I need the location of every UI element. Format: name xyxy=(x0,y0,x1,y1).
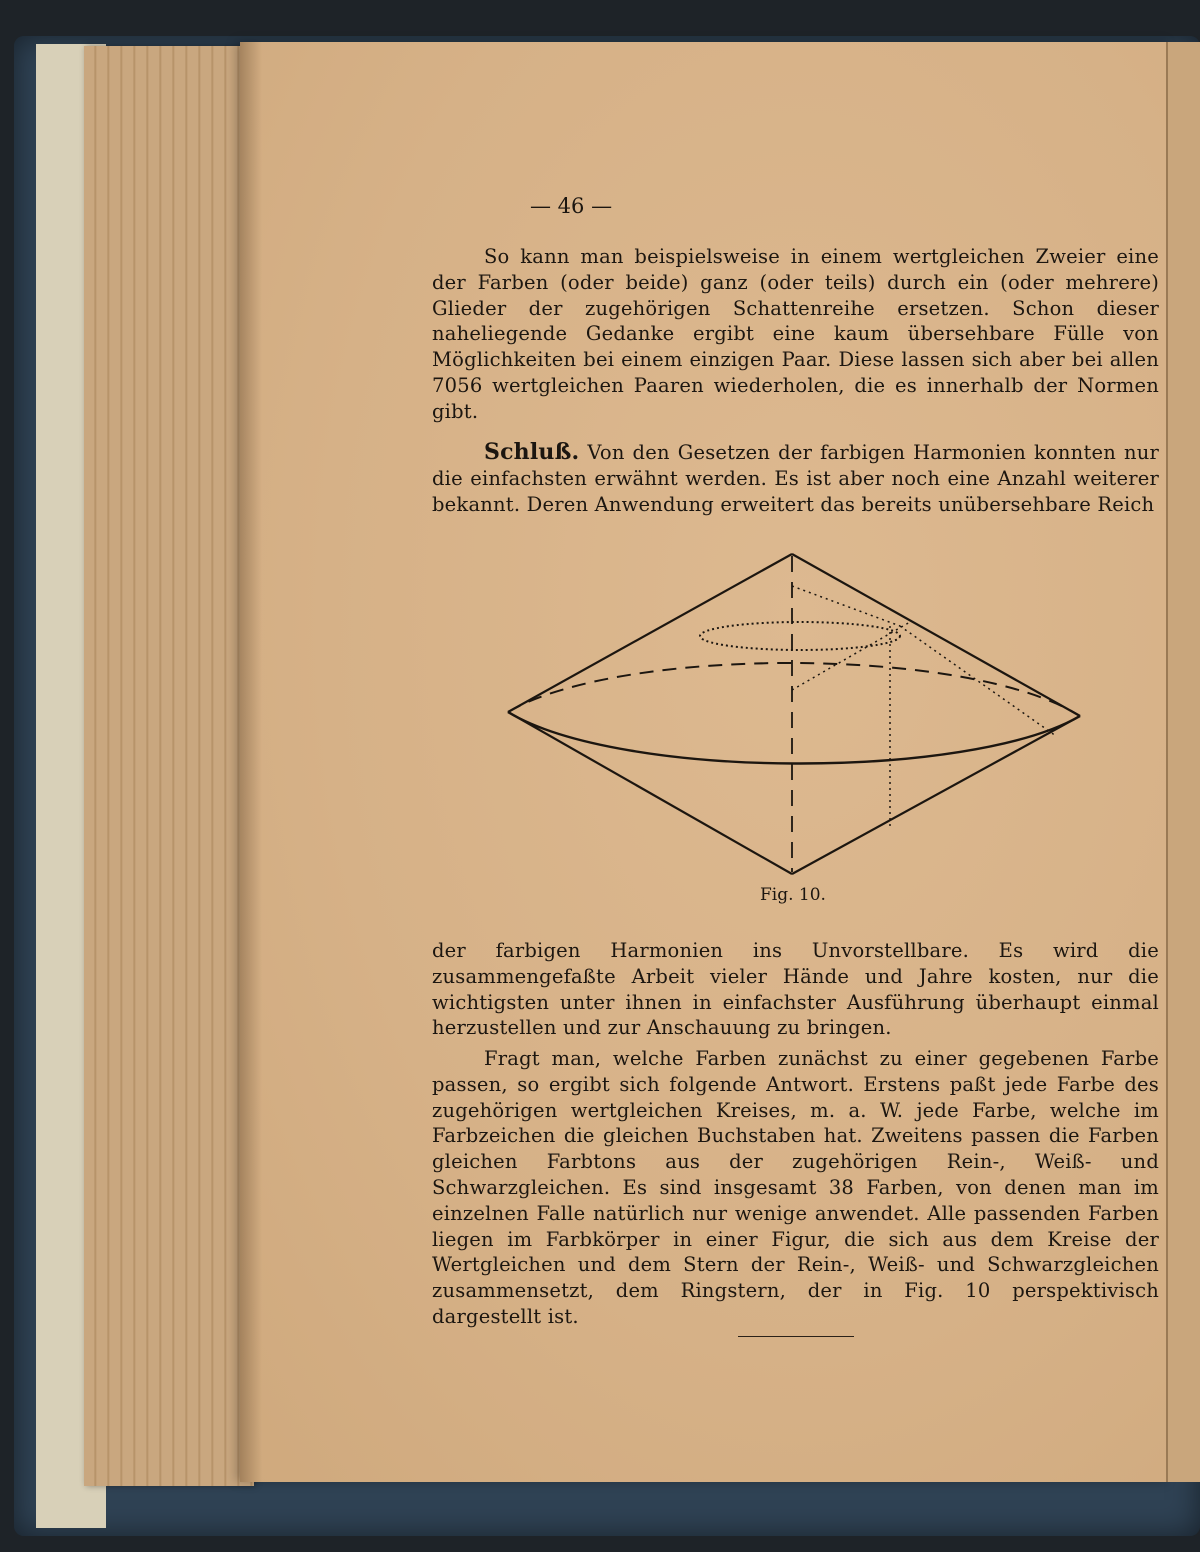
cone-upper-right-edge xyxy=(792,554,1080,716)
page-number: — 46 — xyxy=(530,194,613,218)
cone-lower-left-edge xyxy=(508,712,792,874)
paragraph-3: der farbigen Harmonien ins Unvorstellbare. Es wird die zusammengefaßte Arbeit vieler Hände und Jahre kosten, nur die wichtigsten unter ihnen in einfachster Ausführung überhaupt einmal herzustellen und zur Anschauung zu bringen. xyxy=(432,939,1159,1040)
construction-line-2 xyxy=(900,626,1056,736)
end-rule xyxy=(738,1336,854,1337)
page-stack xyxy=(84,46,254,1486)
figure-ringstern xyxy=(500,550,1090,890)
cone-upper-left-edge xyxy=(508,554,792,712)
ring-ellipse xyxy=(700,622,900,650)
paragraph-2 xyxy=(432,440,1159,517)
construction-line-3 xyxy=(792,622,910,690)
paragraph-4: Fragt man, welche Farben zunächst zu einer gegebenen Farbe passen, so ergibt sich folgende Antwort. Erstens paßt jede Farbe des zugehörigen wertgleichen Kreises, m. a. W. jede Farbe, welche im Farbzeichen die gleichen Buchstaben hat. Zweitens passen die Farben gleichen Farbtons aus der zugehörigen Rein-, Weiß- und Schwarzgleichen. Es sind insgesamt 38 Farben, von denen man im einzelnen Falle natürlich nur wenige anwendet. Alle passenden Farben liegen im Farbkörper in einer Figur, die sich aus dem Kreise der Wertgleichen und dem Stern der Rein-, Weiß- und Schwarzgleichen zusammensetzt, dem Ringstern, der in Fig. 10 perspektivisch dargestellt ist. xyxy=(432,1047,1159,1328)
paragraph-2-text: Von den Gesetzen der farbigen Harmonien konnten nur die einfachsten erwähnt werden. Es ist aber noch eine Anzahl weiterer bekannt. Deren Anwendung erweitert das bereits unübersehbare Reich xyxy=(432,441,1159,516)
next-page-edge xyxy=(1166,42,1200,1482)
cone-lower-right-edge xyxy=(792,716,1080,874)
paragraph-1: So kann man beispielsweise in einem wertgleichen Zweier eine der Farben (oder beide) ganz (oder teils) durch ein (oder mehrere) Glieder der zugehörigen Schattenreihe ersetzen. Schon dieser naheliegende Gedanke ergibt eine kaum übersehbare Fülle von Möglichkeiten bei einem einzigen Paar. Diese lassen sich aber bei allen 7056 wertgleichen Paaren wiederholen, die es innerhalb der Normen gibt. xyxy=(432,245,1159,423)
gutter-shadow xyxy=(240,42,262,1482)
equator-front xyxy=(508,712,1080,764)
section-heading: Schluß. xyxy=(484,439,580,465)
figure-caption: Fig. 10. xyxy=(760,885,826,905)
